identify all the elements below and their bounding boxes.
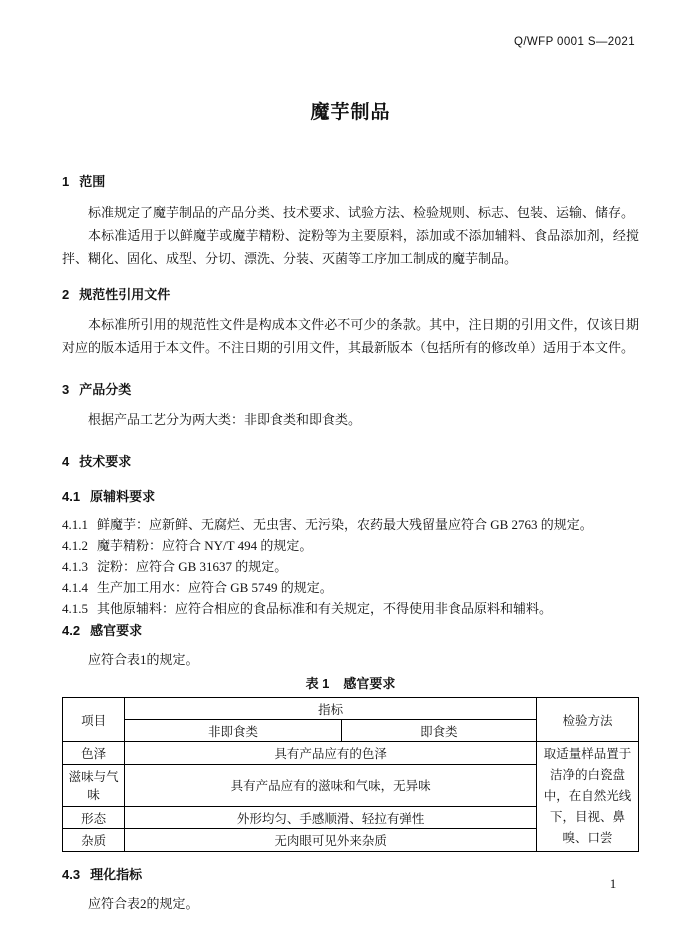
table-cell-requirement: 具有产品应有的滋味和气味，无异味 (125, 764, 537, 806)
section-heading-text: 范围 (79, 174, 106, 189)
section-heading-technical-requirements (62, 452, 639, 472)
section-heading-sensory-requirements (62, 621, 639, 641)
sensory-paragraph-1: 应符合表1的规定。 (88, 652, 199, 667)
clause-text: 魔芋精粉：应符合 NY/T 494 的规定。 (97, 538, 313, 553)
normative-paragraph-1: 本标准所引用的规范性文件是构成本文件必不可少的条款。其中，注日期的引用文件，仅该日期对应的版本适用于本文件。不注日期的引用文件，其最新版本（包括所有的修改单）适用于本文件。 (62, 317, 639, 355)
clause-text: 鲜魔芋：应新鲜、无腐烂、无虫害、无污染，农药最大残留量应符合 GB 2763 的规定。 (97, 517, 593, 532)
section-heading-text: 技术要求 (79, 454, 132, 469)
table-header-non-ready-to-eat: 非即食类 (125, 720, 342, 742)
section-heading-text: 感官要求 (90, 623, 143, 638)
table-row (63, 742, 639, 765)
clause-number: 4.1.1 (62, 517, 88, 532)
section-number: 2 (62, 287, 70, 302)
table1-caption (62, 674, 639, 694)
clause-item (62, 577, 639, 598)
clause-item (62, 598, 639, 619)
clause-number: 4.1.3 (62, 559, 88, 574)
clause-item (62, 535, 639, 556)
section-number: 4.2 (62, 623, 81, 638)
table-header-method: 检验方法 (537, 698, 639, 742)
table1-caption-title: 感官要求 (343, 676, 396, 691)
section-number: 3 (62, 382, 70, 397)
scope-paragraph-2: 本标准适用于以鲜魔芋或魔芋精粉、淀粉等为主要原料，添加或不添加辅料、食品添加剂，经搅拌、糊化、固化、成型、分切、漂洗、分装、灭菌等工序加工制成的魔芋制品。 (62, 228, 639, 266)
section-number: 4.3 (62, 867, 81, 882)
table1-caption-number: 表 1 (305, 676, 330, 691)
section-heading-classification (62, 380, 639, 400)
scope-paragraph-1: 标准规定了魔芋制品的产品分类、技术要求、试验方法、检验规则、标志、包装、运输、储存。 (88, 205, 635, 220)
section-heading-physicochemical (62, 865, 639, 885)
section-heading-scope (62, 172, 639, 192)
clause-text: 淀粉：应符合 GB 31637 的规定。 (97, 559, 288, 574)
page-title: 魔芋制品 (310, 102, 391, 123)
table-header-item: 项目 (63, 698, 125, 742)
page-number: 1 (609, 876, 617, 891)
standard-doc-code: Q/WFP 0001 S—2021 (513, 36, 635, 48)
table-header-row-1 (63, 698, 639, 720)
table-cell-method: 取适量样品置于洁净的白瓷盘中，在自然光线下，目视、鼻嗅、口尝 (537, 742, 639, 852)
section-heading-raw-materials (62, 487, 639, 507)
table-cell-requirement: 具有产品应有的色泽 (125, 742, 537, 765)
section-heading-text: 产品分类 (79, 382, 132, 397)
table-header-indicator: 指标 (125, 698, 537, 720)
clause-text: 其他原辅料：应符合相应的食品标准和有关规定，不得使用非食品原料和辅料。 (97, 601, 553, 616)
table-cell-item: 杂质 (63, 829, 125, 852)
clause-number: 4.1.5 (62, 601, 88, 616)
clause-text: 生产加工用水：应符合 GB 5749 的规定。 (97, 580, 333, 595)
sensory-requirements-table (62, 697, 639, 852)
classification-paragraph-1: 根据产品工艺分为两大类：非即食类和即食类。 (88, 412, 362, 427)
section-heading-normative-references (62, 285, 639, 305)
table-cell-requirement: 无肉眼可见外来杂质 (125, 829, 537, 852)
table-cell-item: 滋味与气味 (63, 764, 125, 806)
section-number: 4.1 (62, 489, 81, 504)
section-heading-text: 理化指标 (90, 867, 143, 882)
table-cell-requirement: 外形均匀、手感顺滑、轻拉有弹性 (125, 806, 537, 829)
section-number: 1 (62, 174, 70, 189)
clause-item (62, 514, 639, 535)
table-header-ready-to-eat: 即食类 (341, 720, 536, 742)
table-cell-item: 色泽 (63, 742, 125, 765)
raw-material-clauses (62, 514, 639, 619)
table-cell-item: 形态 (63, 806, 125, 829)
section-number: 4 (62, 454, 70, 469)
clause-number: 4.1.2 (62, 538, 88, 553)
clause-item (62, 556, 639, 577)
page-content (62, 100, 639, 915)
section-heading-text: 规范性引用文件 (79, 287, 171, 302)
physicochemical-paragraph-1: 应符合表2的规定。 (88, 896, 199, 911)
clause-number: 4.1.4 (62, 580, 88, 595)
section-heading-text: 原辅料要求 (90, 489, 156, 504)
